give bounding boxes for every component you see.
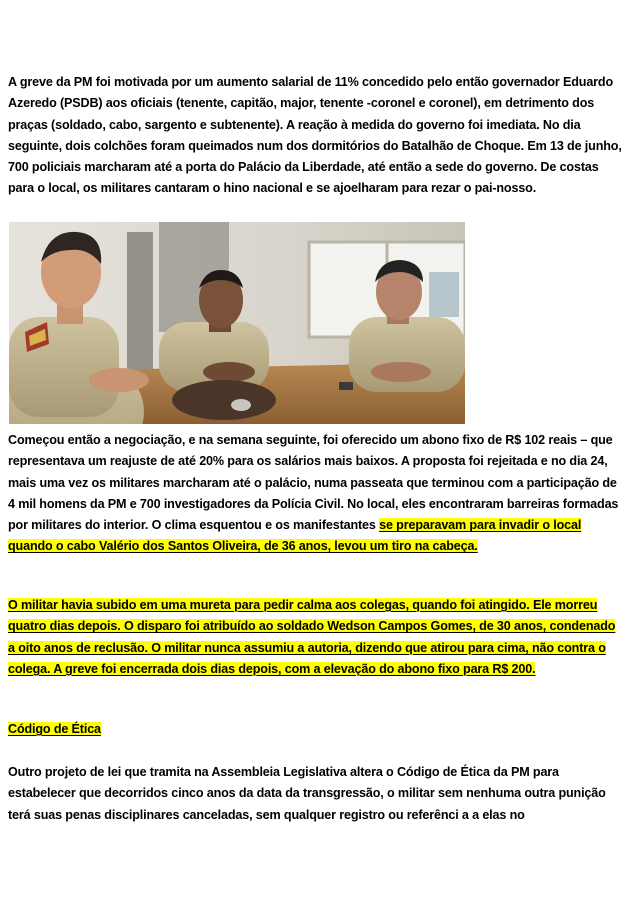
highlighted-shooting-text: se preparavam para invadir o local quando o cabo Valério dos Santos Oliveira, de 36 anos, levou um tiro na cabeça. xyxy=(8,518,582,554)
paragraph-ethics-code: Outro projeto de lei que tramita na Assembleia Legislativa altera o Código de Ética da PM para estabelecer que decorridos cinco anos da data da transgressão, o militar sem nenhuma outra punição terá suas penas disciplinares canceladas, sem qualquer registro ou referênci a a elas no xyxy=(8,765,606,822)
negotiation-text: Começou então a negociação, e na semana seguinte, foi oferecido um abono fixo de R$ 102 reais – que representava um reajuste de até 20% para os salários mais baixos. A proposta foi rejeitada e no dia 24, mais uma vez os militares marcharam até o palácio, numa passeata que terminou com a participação de 4 mil homens da PM e 700 investigadores da Polícia Civil. No local, eles encontraram barreiras formadas por militares do interior. O clima esquentou e os manifestantes xyxy=(8,433,619,533)
news-photo xyxy=(9,222,465,424)
officers-photo-illustration xyxy=(9,222,465,424)
highlighted-aftermath-text: O militar havia subido em uma mureta para pedir calma aos colegas, quando foi atingido. Ele morreu quatro dias depois. O disparo foi atribuído ao soldado Wedson Campos Gomes, de 30 anos, condenado a oito anos de reclusão. O militar nunca assumiu a autoria, dizendo que atirou para cima, não contra o colega. A greve foi encerrada dois dias depois, com a elevação do abono fixo para R$ 200. xyxy=(8,598,616,676)
heading-codigo-de-etica: Código de Ética xyxy=(8,722,101,736)
paragraph-negotiation xyxy=(8,430,624,558)
section-heading xyxy=(8,719,624,740)
paragraph-aftermath xyxy=(8,595,624,680)
paragraph-strike-origin: A greve da PM foi motivada por um aumento salarial de 11% concedido pelo então governador Eduardo Azeredo (PSDB) aos oficiais (tenente, capitão, major, tenente -coronel e coronel), em detrimento dos praças (soldado, cabo, sargento e subtenente). A reação à medida do governo foi imediata. No dia seguinte, dois colchões foram queimados num dos dormitórios do Batalhão de Choque. Em 13 de junho, 700 policiais marcharam até a porta do Palácio da Liberdade, até então a sede do governo. De costas para o local, os militares cantaram o hino nacional e se ajoelharam para rezar o pai-nosso. xyxy=(8,75,622,196)
